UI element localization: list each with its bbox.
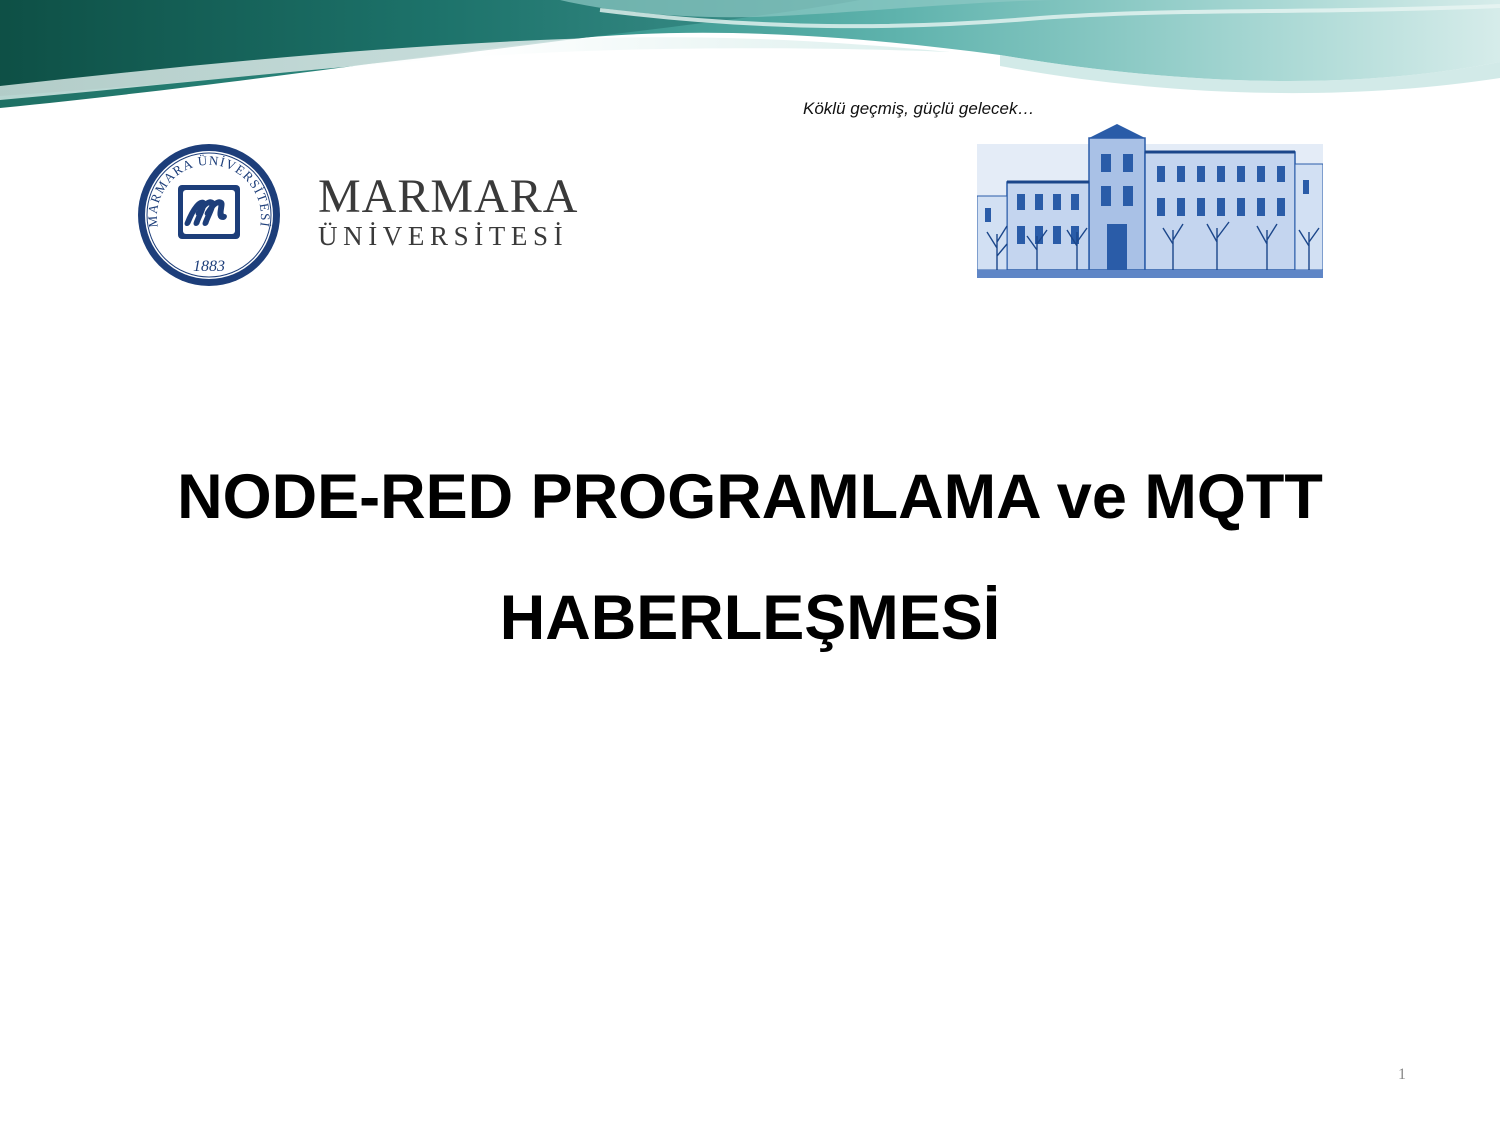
- slide-title-line-2: HABERLEŞMESİ: [499, 583, 1001, 653]
- university-subtitle: ÜNİVERSİTESİ: [318, 221, 569, 251]
- slide-motto: Köklü geçmiş, güçlü gelecek…: [803, 99, 1035, 118]
- university-name: MARMARA: [318, 170, 579, 223]
- slide-title-line-1: NODE-RED PROGRAMLAMA ve MQTT: [177, 462, 1323, 532]
- university-seal-icon: [136, 141, 282, 289]
- header-wave-decoration: [0, 0, 1500, 115]
- historic-building-image: [977, 124, 1323, 278]
- svg-text:MARMARA ÜNİVERSİTESİ: MARMARA ÜNİVERSİTESİ: [144, 152, 274, 229]
- svg-text:1883: 1883: [193, 258, 225, 275]
- university-wordmark: [318, 170, 608, 251]
- page-number: 1: [1398, 1066, 1406, 1083]
